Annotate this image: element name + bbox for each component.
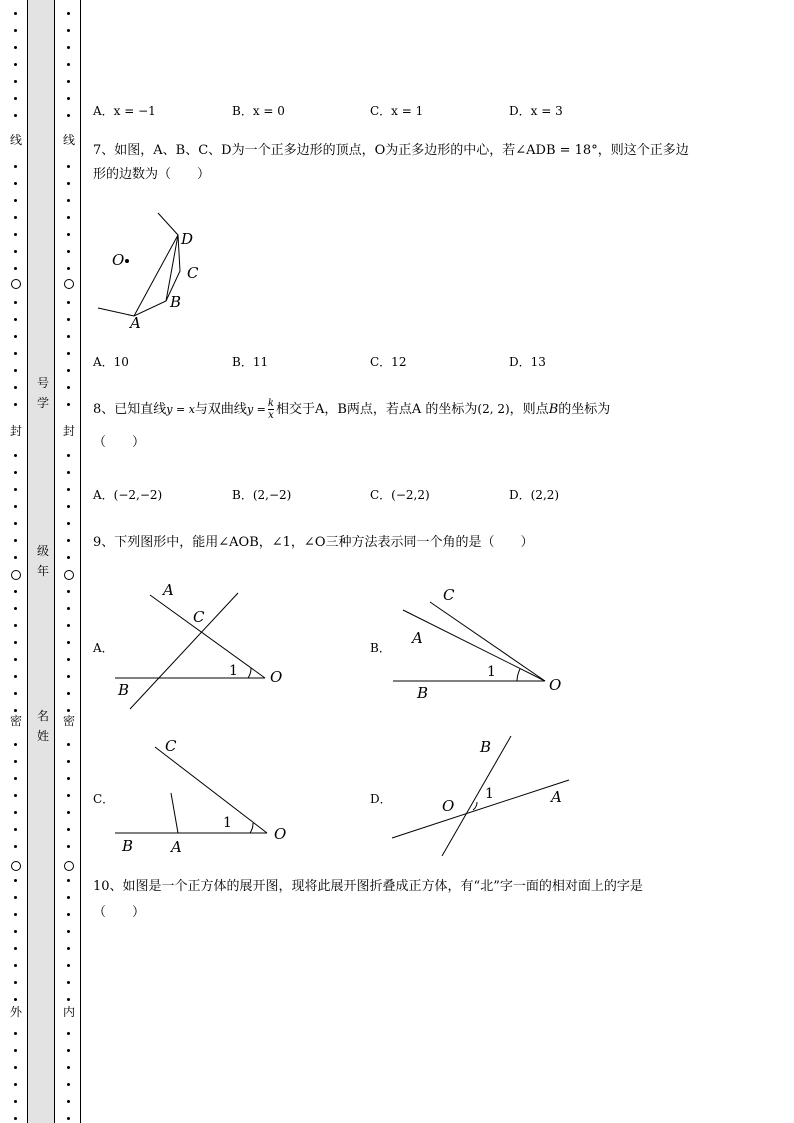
q9c-label-1: 1 bbox=[223, 815, 232, 831]
q8-coord-a: (2, 2) bbox=[477, 402, 510, 416]
seal-dot bbox=[67, 675, 70, 678]
seal-dot bbox=[14, 1049, 17, 1052]
seal-char-wai-left: 外 bbox=[9, 1005, 22, 1019]
q7-label-b: B bbox=[170, 293, 182, 311]
seal-dot bbox=[67, 539, 70, 542]
seal-dot bbox=[14, 352, 17, 355]
seal-dot bbox=[67, 794, 70, 797]
seal-circle-marker bbox=[64, 570, 74, 580]
seal-dot bbox=[14, 539, 17, 542]
q6-option-d: D．x = 3 bbox=[509, 104, 563, 118]
seal-dot bbox=[14, 590, 17, 593]
seal-dot bbox=[67, 1100, 70, 1103]
seal-dot bbox=[14, 386, 17, 389]
seal-dot bbox=[14, 63, 17, 66]
seal-dot bbox=[14, 46, 17, 49]
q8-mid1: 与双曲线 bbox=[194, 402, 247, 417]
seal-dot bbox=[14, 403, 17, 406]
seal-dot bbox=[67, 879, 70, 882]
q8-fraction-den: x bbox=[268, 410, 274, 421]
field-label-ji: 级 bbox=[36, 544, 49, 558]
q9c-label-a: A bbox=[171, 838, 182, 856]
seal-dot bbox=[67, 777, 70, 780]
q8-point-b: B bbox=[548, 402, 559, 417]
q9d-label-a: A bbox=[551, 788, 562, 806]
seal-dot bbox=[14, 1117, 17, 1120]
seal-dot bbox=[14, 981, 17, 984]
seal-dot bbox=[14, 556, 17, 559]
seal-dot bbox=[67, 505, 70, 508]
seal-dot bbox=[14, 709, 17, 712]
q8-option-d: D．(2,2) bbox=[509, 488, 560, 502]
seal-dot bbox=[67, 743, 70, 746]
seal-dot bbox=[14, 624, 17, 627]
seal-dot bbox=[67, 182, 70, 185]
seal-dot bbox=[67, 454, 70, 457]
q9a-label-a: A bbox=[163, 581, 174, 599]
q8-answer-blank: （ ） bbox=[93, 435, 146, 450]
seal-dot bbox=[67, 1117, 70, 1120]
seal-dot bbox=[14, 760, 17, 763]
q6-option-a: A．x = −1 bbox=[93, 104, 156, 118]
q8-option-b: B．(2,−2) bbox=[232, 488, 292, 502]
seal-dot bbox=[67, 488, 70, 491]
q9c-label-b: B bbox=[122, 837, 134, 855]
seal-dot bbox=[67, 12, 70, 15]
seal-dot bbox=[14, 335, 17, 338]
q9c-label-c: C bbox=[165, 737, 177, 755]
seal-dot bbox=[67, 760, 70, 763]
seal-dot bbox=[14, 199, 17, 202]
seal-dot bbox=[14, 1083, 17, 1086]
right-dotted-line bbox=[64, 0, 74, 1123]
seal-dot bbox=[67, 233, 70, 236]
seal-dot bbox=[67, 947, 70, 950]
q7-option-a: A．10 bbox=[93, 355, 129, 369]
seal-dot bbox=[14, 488, 17, 491]
seal-dot bbox=[67, 522, 70, 525]
q8-mid2: 相交于A，B两点，若点A 的坐标为 bbox=[275, 402, 478, 417]
seal-dot bbox=[67, 318, 70, 321]
seal-dot bbox=[67, 216, 70, 219]
seal-dot bbox=[67, 1049, 70, 1052]
seal-dot bbox=[14, 947, 17, 950]
seal-dot bbox=[14, 743, 17, 746]
q9b-label-o: O bbox=[549, 676, 562, 694]
seal-dot bbox=[67, 63, 70, 66]
seal-circle-marker bbox=[64, 279, 74, 289]
seal-dot bbox=[14, 505, 17, 508]
q7-label-a: A bbox=[130, 314, 141, 332]
seal-char-xian-left: 线 bbox=[9, 133, 22, 147]
seal-dot bbox=[14, 369, 17, 372]
seal-dot bbox=[67, 709, 70, 712]
seal-dot bbox=[14, 182, 17, 185]
seal-dot bbox=[67, 658, 70, 661]
seal-dot bbox=[67, 1083, 70, 1086]
binding-margin bbox=[0, 0, 82, 1123]
q8-suffix: 的坐标为 bbox=[558, 402, 611, 417]
q10-stem-line1: 10、如图是一个正方体的展开图，现将此展开图折叠成正方体，有“北”字一面的相对面上的字是 bbox=[93, 879, 643, 894]
margin-border-line bbox=[80, 0, 81, 1123]
seal-dot bbox=[67, 199, 70, 202]
q8-prefix: 8、已知直线 bbox=[93, 402, 167, 417]
field-label-nian: 年 bbox=[36, 564, 49, 578]
seal-dot bbox=[67, 46, 70, 49]
q9b-label-b: B bbox=[417, 684, 429, 702]
seal-dot bbox=[67, 692, 70, 695]
q8-option-c: C．(−2,2) bbox=[370, 488, 430, 502]
seal-dot bbox=[67, 896, 70, 899]
seal-dot bbox=[67, 29, 70, 32]
q8-fraction-num: k bbox=[267, 398, 274, 409]
q6-option-b: B．x = 0 bbox=[232, 104, 285, 118]
seal-dot bbox=[67, 590, 70, 593]
seal-dot bbox=[14, 1066, 17, 1069]
seal-dot bbox=[67, 97, 70, 100]
q9b-label-c: C bbox=[443, 586, 455, 604]
q9b-label-a: A bbox=[412, 629, 423, 647]
seal-dot bbox=[14, 964, 17, 967]
q9a-label-o: O bbox=[270, 668, 283, 686]
seal-dot bbox=[67, 369, 70, 372]
seal-dot bbox=[67, 352, 70, 355]
q9-stem: 9、下列图形中，能用∠AOB，∠1，∠O三种方法表示同一个角的是（ ） bbox=[93, 535, 534, 550]
q9-figure-c bbox=[105, 735, 305, 860]
seal-dot bbox=[14, 794, 17, 797]
seal-dot bbox=[67, 624, 70, 627]
q8-option-a: A．(−2,−2) bbox=[93, 488, 163, 502]
seal-dot bbox=[67, 335, 70, 338]
seal-char-mi-left: 密 bbox=[9, 714, 22, 728]
q9a-label-1: 1 bbox=[229, 663, 238, 679]
seal-dot bbox=[67, 607, 70, 610]
seal-char-mi-right: 密 bbox=[62, 714, 75, 728]
q9a-label-b: B bbox=[118, 681, 130, 699]
seal-dot bbox=[14, 301, 17, 304]
seal-dot bbox=[67, 998, 70, 1001]
seal-dot bbox=[67, 1032, 70, 1035]
q9d-label-o: O bbox=[442, 797, 455, 815]
q9-option-a: A． bbox=[93, 641, 114, 655]
seal-dot bbox=[14, 471, 17, 474]
q7-label-d: D bbox=[181, 230, 194, 248]
seal-dot bbox=[14, 845, 17, 848]
seal-dot bbox=[14, 165, 17, 168]
seal-char-xian-right: 线 bbox=[62, 133, 75, 147]
seal-char-feng-left: 封 bbox=[9, 424, 22, 438]
seal-dot bbox=[14, 216, 17, 219]
left-dotted-line bbox=[11, 0, 21, 1123]
q8-fraction bbox=[268, 398, 274, 421]
q7-polygon-figure bbox=[92, 205, 222, 335]
seal-dot bbox=[14, 896, 17, 899]
field-label-xue: 学 bbox=[36, 396, 49, 410]
seal-dot bbox=[14, 1032, 17, 1035]
q9a-label-c: C bbox=[193, 608, 205, 626]
field-label-hao: 号 bbox=[36, 376, 49, 390]
q8-eq-line: y = x bbox=[166, 403, 195, 416]
seal-dot bbox=[14, 913, 17, 916]
seal-dot bbox=[67, 386, 70, 389]
seal-dot bbox=[14, 998, 17, 1001]
seal-dot bbox=[67, 165, 70, 168]
q8-mid3: ，则点 bbox=[509, 402, 549, 417]
seal-char-feng-right: 封 bbox=[62, 424, 75, 438]
seal-dot bbox=[14, 675, 17, 678]
q8-eq-y: y = bbox=[246, 403, 266, 416]
seal-dot bbox=[67, 845, 70, 848]
seal-dot bbox=[14, 250, 17, 253]
seal-dot bbox=[67, 556, 70, 559]
seal-dot bbox=[14, 522, 17, 525]
seal-dot bbox=[67, 301, 70, 304]
q8-stem-line1 bbox=[93, 396, 610, 423]
q7-option-b: B．11 bbox=[232, 355, 269, 369]
seal-circle-marker bbox=[11, 570, 21, 580]
seal-dot bbox=[67, 403, 70, 406]
seal-circle-marker bbox=[64, 861, 74, 871]
seal-dot bbox=[14, 658, 17, 661]
q7-stem-line1: 7、如图，A、B、C、D为一个正多边形的顶点，O为正多边形的中心，若∠ADB = 18°，则这个正多边 bbox=[93, 143, 689, 158]
q7-option-d: D．13 bbox=[509, 355, 546, 369]
q7-stem-line2: 形的边数为（ ） bbox=[93, 167, 211, 182]
q10-stem-line2: （ ） bbox=[93, 905, 146, 920]
seal-dot bbox=[67, 964, 70, 967]
q7-label-c: C bbox=[187, 264, 199, 282]
q7-label-o: O bbox=[112, 251, 125, 269]
seal-dot bbox=[14, 930, 17, 933]
seal-dot bbox=[14, 29, 17, 32]
seal-dot bbox=[14, 777, 17, 780]
seal-dot bbox=[14, 811, 17, 814]
seal-dot bbox=[14, 454, 17, 457]
seal-dot bbox=[67, 250, 70, 253]
seal-dot bbox=[14, 607, 17, 610]
seal-dot bbox=[67, 811, 70, 814]
field-label-xing: 姓 bbox=[36, 729, 49, 743]
seal-dot bbox=[14, 641, 17, 644]
q9d-label-1: 1 bbox=[485, 786, 494, 802]
seal-dot bbox=[14, 12, 17, 15]
seal-dot bbox=[14, 828, 17, 831]
seal-dot bbox=[67, 913, 70, 916]
seal-dot bbox=[67, 981, 70, 984]
seal-dot bbox=[14, 692, 17, 695]
seal-dot bbox=[67, 930, 70, 933]
student-info-strip bbox=[27, 0, 55, 1123]
q9-option-d: D． bbox=[370, 792, 392, 806]
seal-dot bbox=[67, 114, 70, 117]
q7-option-c: C．12 bbox=[370, 355, 407, 369]
field-label-ming: 名 bbox=[36, 709, 49, 723]
q9-option-b: B． bbox=[370, 641, 391, 655]
seal-dot bbox=[67, 471, 70, 474]
seal-dot bbox=[67, 80, 70, 83]
q9-option-c: C． bbox=[93, 792, 115, 806]
q9-figure-a bbox=[105, 575, 305, 715]
seal-dot bbox=[14, 1100, 17, 1103]
seal-dot bbox=[67, 641, 70, 644]
q9-figure-d bbox=[385, 732, 585, 862]
seal-char-nei-right: 内 bbox=[62, 1005, 75, 1019]
q9b-label-1: 1 bbox=[487, 664, 496, 680]
seal-dot bbox=[14, 879, 17, 882]
seal-circle-marker bbox=[11, 861, 21, 871]
seal-circle-marker bbox=[11, 279, 21, 289]
seal-dot bbox=[14, 233, 17, 236]
seal-dot bbox=[14, 267, 17, 270]
seal-dot bbox=[67, 828, 70, 831]
seal-dot bbox=[14, 318, 17, 321]
q9-figure-b bbox=[385, 580, 585, 710]
seal-dot bbox=[67, 267, 70, 270]
seal-dot bbox=[67, 1066, 70, 1069]
q6-option-c: C．x = 1 bbox=[370, 104, 424, 118]
seal-dot bbox=[14, 97, 17, 100]
seal-dot bbox=[14, 114, 17, 117]
q9c-label-o: O bbox=[274, 825, 287, 843]
q9d-label-b: B bbox=[480, 738, 492, 756]
seal-dot bbox=[14, 80, 17, 83]
